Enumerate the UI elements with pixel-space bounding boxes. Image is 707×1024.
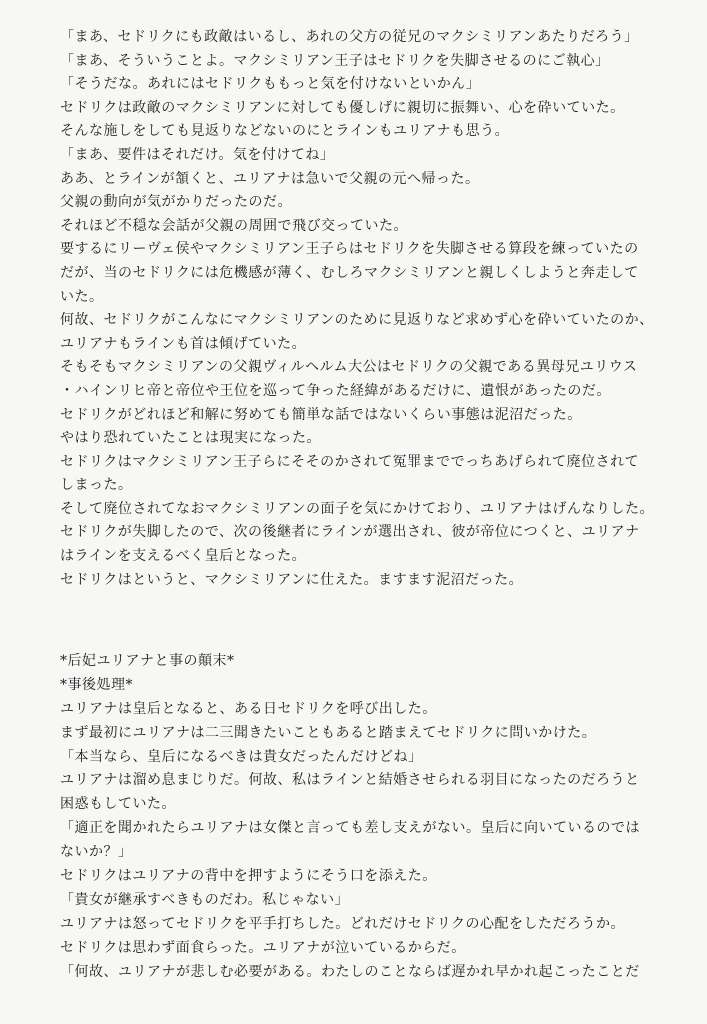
text-line: 「まあ、セドリクにも政敵はいるし、あれの父方の従兄のマクシミリアンあたりだろう」 — [60, 29, 639, 45]
text-line: しまった。 — [60, 477, 133, 494]
text-line: セドリクが失脚したので、次の後継者にラインが選出され、彼が帝位につくと、ユリアナ — [60, 524, 640, 541]
text-line: ああ、とラインが頷くと、ユリアナは急いで父親の元へ帰った。 — [60, 170, 480, 187]
text-line: そして廃位されてなおマクシミリアンの面子を気にかけており、ユリアナはげんなりした。 — [60, 500, 654, 517]
text-line: 要するにリーヴェ侯やマクシミリアン王子らはセドリクを失脚させる算段を練っていたの — [60, 241, 639, 258]
text-line: ユリアナもラインも首は傾げていた。 — [60, 335, 307, 352]
story-section-2 — [60, 650, 672, 984]
text-line: やはり恐れていたことは現実になった。 — [60, 430, 321, 447]
text-line: 困惑もしていた。 — [60, 796, 176, 813]
text-line: 「まあ、そういうことよ。マクシミリアン王子はセドリクを失脚させるのにご執心」 — [60, 52, 610, 69]
text-line: そもそもマクシミリアンの父親ヴィルヘルム大公はセドリクの父親である異母兄ユリウス — [60, 359, 638, 376]
text-line: 父親の動向が気がかりだったのだ。 — [60, 194, 292, 211]
text-line: 何故、セドリクがこんなにマクシミリアンのために見返りなど求めず心を砕いていたのか、 — [60, 312, 654, 329]
text-line: セドリクは思わず面食らった。ユリアナが泣いているからだ。 — [60, 939, 466, 956]
text-line: それほど不穏な会話が父親の周囲で飛び交っていた。 — [60, 217, 408, 234]
text-line: セドリクは政敵のマクシミリアンに対しても優しげに親切に振舞い、心を砕いていた。 — [60, 99, 625, 116]
story-section-1 — [60, 26, 672, 592]
text-line: ないか？」 — [60, 844, 133, 861]
text-line: セドリクはマクシミリアン王子らにそそのかされて冤罪まででっちあげられて廃位されて — [60, 453, 640, 470]
text-line: 「本当なら、皇后になるべきは貴女だったんだけどね」 — [60, 748, 423, 765]
text-line: ユリアナは皇后となると、ある日セドリクを呼び出した。 — [60, 700, 437, 717]
text-line: はラインを支えるべく皇后となった。 — [60, 548, 307, 565]
text-line: ユリアナは怒ってセドリクを平手打ちした。どれだけセドリクの心配をしただろうか。 — [60, 915, 625, 932]
text-line: そんな施しをしても見返りなどないのにとラインもユリアナも思う。 — [60, 123, 510, 140]
text-line: セドリクがどれほど和解に努めても簡単な話ではないくらい事態は泥沼だった。 — [60, 406, 582, 423]
text-line: 「適正を聞かれたらユリアナは女傑と言っても差し支えがない。皇后に向いているのでは — [60, 820, 640, 837]
text-line: いた。 — [60, 288, 104, 305]
text-line: まず最初にユリアナは二三聞きたいこともあると踏まえてセドリクに問いかけた。 — [60, 724, 597, 741]
section-heading: *后妃ユリアナと事の顛末* — [60, 653, 235, 669]
text-line: 「そうだな。あれにはセドリクももっと気を付けないといかん」 — [60, 76, 481, 93]
text-line: 「まあ、要件はそれだけ。気を付けてね」 — [60, 146, 335, 163]
text-line: 「何故、ユリアナが悲しむ必要がある。わたしのことならば遅かれ早かれ起こったことだ — [60, 963, 640, 980]
subsection-heading: *事後処理* — [60, 676, 133, 693]
text-line: ・ハインリヒ帝と帝位や王位を巡って争った経緯があるだけに、遺恨があったのだ。 — [60, 382, 611, 399]
text-line: だが、当のセドリクには危機感が薄く、むしろマクシミリアンと親しくしようと奔走して — [60, 264, 639, 281]
text-line: セドリクはユリアナの背中を押すようにそう口を添えた。 — [60, 868, 437, 885]
text-line: ユリアナは溜め息まじりだ。何故、私はラインと結婚させられる羽目になったのだろうと — [60, 772, 640, 789]
text-line: セドリクはというと、マクシミリアンに仕えた。ますます泥沼だった。 — [60, 571, 524, 588]
text-line: 「貴女が継承すべきものだわ。私じゃない」 — [60, 891, 350, 908]
